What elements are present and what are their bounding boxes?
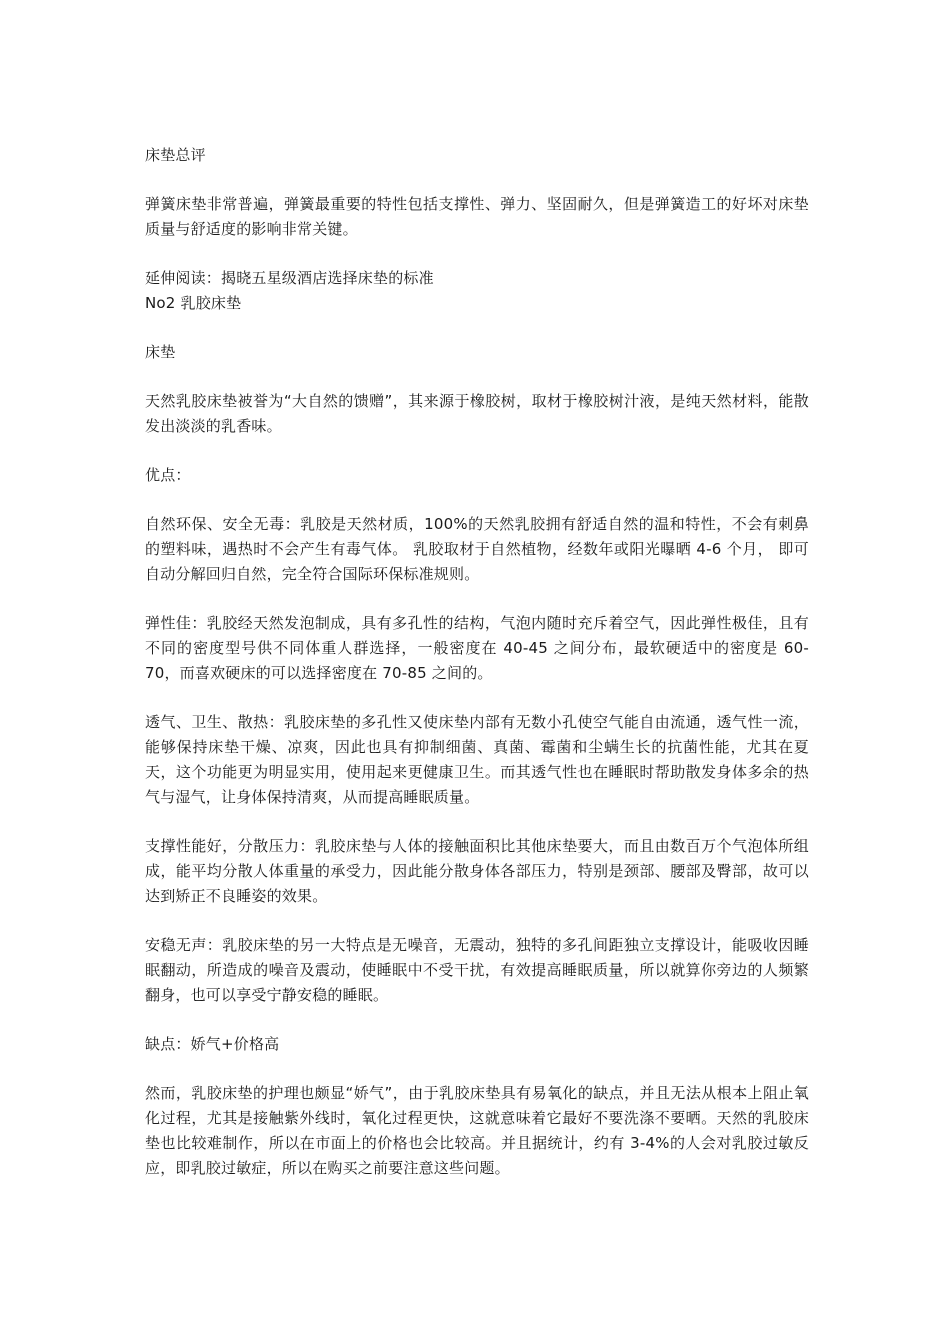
subheading: 床垫	[145, 343, 176, 361]
paragraph-quiet: 安稳无声：乳胶床垫的另一大特点是无噪音，无震动，独特的多孔间距独立支撑设计，能吸收因睡眠翻动，所造成的噪音及震动，使睡眠中不受干扰，有效提高睡眠质量，所以就算你旁边的人频繁翻身，也可以享受宁静安稳的睡眠。	[145, 936, 809, 1004]
paragraph-breathability: 透气、卫生、散热：乳胶床垫的多孔性又使床垫内部有无数小孔使空气能自由流通，透气性一流，能够保持床垫干燥、凉爽，因此也具有抑制细菌、真菌、霉菌和尘螨生长的抗菌性能，尤其在夏天，这个功能更为明显实用，使用起来更健康卫生。而其透气性也在睡眠时帮助散发身体多余的热气与湿气，让身体保持清爽，从而提高睡眠质量。	[145, 713, 809, 806]
document-heading: 床垫总评	[145, 146, 206, 164]
pros-label: 优点：	[145, 466, 191, 484]
paragraph-elasticity: 弹性佳：乳胶经天然发泡制成，具有多孔性的结构，气泡内随时充斥着空气，因此弹性极佳，且有不同的密度型号供不同体重人群选择，一般密度在 40-45 之间分布，最软硬适中的密度是 60-70，而喜欢硬床的可以选择密度在 70-85 之间的。	[145, 614, 809, 682]
paragraph-support: 支撑性能好，分散压力：乳胶床垫与人体的接触面积比其他床垫要大，而且由数百万个气泡体所组成，能平均分散人体重量的承受力，因此能分散身体各部压力，特别是颈部、腰部及臀部，故可以达到矫正不良睡姿的效果。	[145, 837, 809, 905]
section-title: No2 乳胶床垫	[145, 294, 242, 312]
paragraph-eco: 自然环保、安全无毒：乳胶是天然材质，100%的天然乳胶拥有舒适自然的温和特性，不会有刺鼻的塑料味，遇热时不会产生有毒气体。 乳胶取材于自然植物，经数年或阳光曝晒 4-6 个月， 即可自动分解回归自然，完全符合国际环保标准规则。	[145, 515, 809, 583]
paragraph-spring-mattress: 弹簧床垫非常普遍，弹簧最重要的特性包括支撑性、弹力、坚固耐久，但是弹簧造工的好坏对床垫质量与舒适度的影响非常关键。	[145, 195, 809, 238]
cons-label: 缺点：娇气+价格高	[145, 1035, 280, 1053]
paragraph-cons: 然而，乳胶床垫的护理也颇显“娇气”，由于乳胶床垫具有易氧化的缺点，并且无法从根本上阻止氧化过程，尤其是接触紫外线时，氧化过程更快，这就意味着它最好不要洗涤不要晒。天然的乳胶床垫也比较难制作，所以在市面上的价格也会比较高。并且据统计，约有 3-4%的人会对乳胶过敏反应，即乳胶过敏症，所以在购买之前要注意这些问题。	[145, 1084, 809, 1177]
paragraph-latex-intro: 天然乳胶床垫被誉为“大自然的馈赠”，其来源于橡胶树，取材于橡胶树汁液，是纯天然材料，能散发出淡淡的乳香味。	[145, 392, 809, 435]
document-body	[145, 143, 809, 1205]
further-reading-line: 延伸阅读：揭晓五星级酒店选择床垫的标准	[145, 269, 434, 287]
